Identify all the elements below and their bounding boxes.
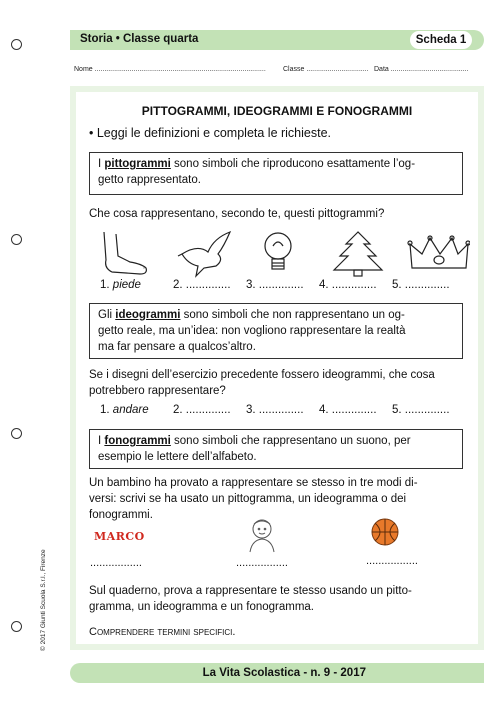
answer-2-3[interactable]: 3. .............. <box>246 404 304 416</box>
blank-3-1[interactable]: ................. <box>90 557 142 569</box>
lightbulb-icon <box>265 233 291 269</box>
answer-1-3[interactable]: 3. .............. <box>246 279 304 291</box>
term-pictograms: pittogrammi <box>104 158 171 170</box>
copyright-notice: © 2017 Giunti Scuola S.r.l., Firenze <box>40 549 47 651</box>
definition-box-pictograms: I pittogrammi sono simboli che riproducono esattamente l’og- getto rappresentato. <box>89 152 463 195</box>
punch-hole-lower <box>11 428 22 439</box>
definition-box-ideograms: Gli ideogrammi sono simboli che non rappresentano un og- getto reale, ma un’idea: non vogliono rappresentare la realtà ma far pensare a qualcos’altro. <box>89 303 463 359</box>
definition-box-phonograms: I fonogrammi sono simboli che rappresentano un suono, per esempio le lettere dell’alfabeto. <box>89 429 463 469</box>
sheet-badge: Scheda 1 <box>410 31 472 49</box>
question-2-line-1: Se i disegni dell’esercizio precedente fossero ideogrammi, che cosa <box>89 369 435 381</box>
blank-3-3[interactable]: ................. <box>366 555 418 567</box>
class-field: Classe ................................ <box>283 66 369 73</box>
marco-text: MARCO <box>94 530 145 543</box>
footer-band <box>70 663 484 683</box>
child-drawing-icon <box>242 518 282 554</box>
footer-text: La Vita Scolastica - n. 9 - 2017 <box>202 667 366 679</box>
blank-3-2[interactable]: ................. <box>236 557 288 569</box>
question-4-line-2: gramma, un ideogramma e un fonogramma. <box>89 601 314 613</box>
question-1: Che cosa rappresentano, secondo te, questi pittogrammi? <box>89 208 385 220</box>
dove-icon <box>178 232 230 276</box>
skill-label: Comprendere termini specifici. <box>89 626 236 638</box>
answer-2-5[interactable]: 5. .............. <box>392 404 450 416</box>
punch-hole-upper <box>11 234 22 245</box>
header-band <box>70 30 484 50</box>
date-field: Data ........................................ <box>374 66 469 73</box>
answer-1-2[interactable]: 2. .............. <box>173 279 231 291</box>
question-3-line-2: versi: scrivi se ha usato un pittogramma, un ideogramma o dei <box>89 493 407 505</box>
punch-hole-top <box>11 39 22 50</box>
answer-1-5[interactable]: 5. .............. <box>392 279 450 291</box>
basketball-icon <box>370 517 400 547</box>
answer-2-4[interactable]: 4. .............. <box>319 404 377 416</box>
answer-2-1: 1. andare <box>100 404 149 416</box>
question-4-line-1: Sul quaderno, prova a rappresentare te stesso usando un pitto- <box>89 585 412 597</box>
subject-label: Storia • Classe quarta <box>80 33 199 45</box>
crown-icon <box>408 236 470 268</box>
question-2-line-2: potrebbero rappresentare? <box>89 385 226 397</box>
question-3-line-3: fonogrammi. <box>89 509 153 521</box>
instruction: • Leggi le definizioni e completa le richieste. <box>89 126 332 140</box>
answer-2-2[interactable]: 2. .............. <box>173 404 231 416</box>
term-ideograms: ideogrammi <box>115 309 181 321</box>
punch-hole-bottom <box>11 621 22 632</box>
foot-icon <box>104 232 146 274</box>
answer-1-1: 1. piede <box>100 279 141 291</box>
worksheet-title: PITTOGRAMMI, IDEOGRAMMI E FONOGRAMMI <box>141 104 413 118</box>
question-3-line-1: Un bambino ha provato a rappresentare se stesso in tre modi di- <box>89 477 418 489</box>
pictogram-row <box>90 230 470 278</box>
worksheet-body <box>76 92 478 644</box>
term-phonograms: fonogrammi <box>104 435 171 447</box>
tree-icon <box>334 232 382 276</box>
answer-1-4[interactable]: 4. .............. <box>319 279 377 291</box>
name-field: Nome ........................................................................................ <box>74 66 266 73</box>
